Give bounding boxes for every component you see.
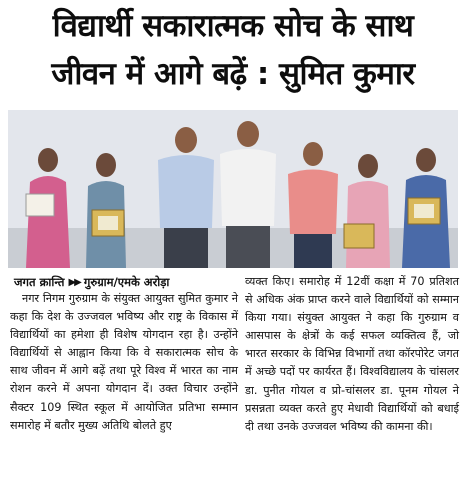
headline-line-1: विद्यार्थी सकारात्मक सोच के साथ [52,8,414,44]
double-arrow-icon: ▶▶ [68,276,80,288]
article-right-column: व्यक्त किए। समारोह में 12वीं कक्षा में 70 प्रतिशत से अधिक अंक प्राप्त करने वाले विद्यार्थियों को सम्मान किया गया। संयुक्त आयुक्त ने कहा कि गुरुग्राम व आसपास के क्षेत्रों के कई सफल व्यक्तित्व हैं, जो भारत सरकार के विभिन्न विभागों तथा कॉरपोरेट जगत में अच्छे पदों पर कार्यरत हैं। विश्वविद्यालय के चांसलर डा. पुनीत गोयल व प्रो-चांसलर डा. पूनम गोयल ने प्रसन्नता व्यक्त करते हुए मेधावी विद्यार्थियों को बधाई दी तथा उनके उज्जवल भविष्य की कामना की। [245,275,459,433]
headline [6,4,460,96]
headline-line-2: जीवन में आगे बढ़ें : सुमित कुमार [51,56,415,92]
article-left-column: नगर निगम गुरुग्राम के संयुक्त आयुक्त सुमित कुमार ने कहा कि देश के उज्जवल भविष्य और राष्ट्र के विकास में विद्यार्थियों का हमेशा ही विशेष योगदान रहा है। उन्होंने विद्यार्थियों से आह्वान किया कि वे सकारात्मक सोच के साथ जीवन में आगे बढ़ें तथा पूरे विश्व में भारत का नाम रोशन करने में अपना योगदान दें। उक्त विचार उन्होंने सैक्टर 109 स्थित स्कूल में आयोजित प्रतिभा सम्मान समारोह में बतौर मुख्य अतिथि बोलते हुए [10,292,238,432]
award-ceremony-photo [8,110,458,268]
news-photo [8,110,458,268]
byline [14,273,264,291]
byline-source: जगत क्रान्ति [14,274,65,289]
byline-location: गुरुग्राम/एमके अरोड़ा [83,274,170,289]
